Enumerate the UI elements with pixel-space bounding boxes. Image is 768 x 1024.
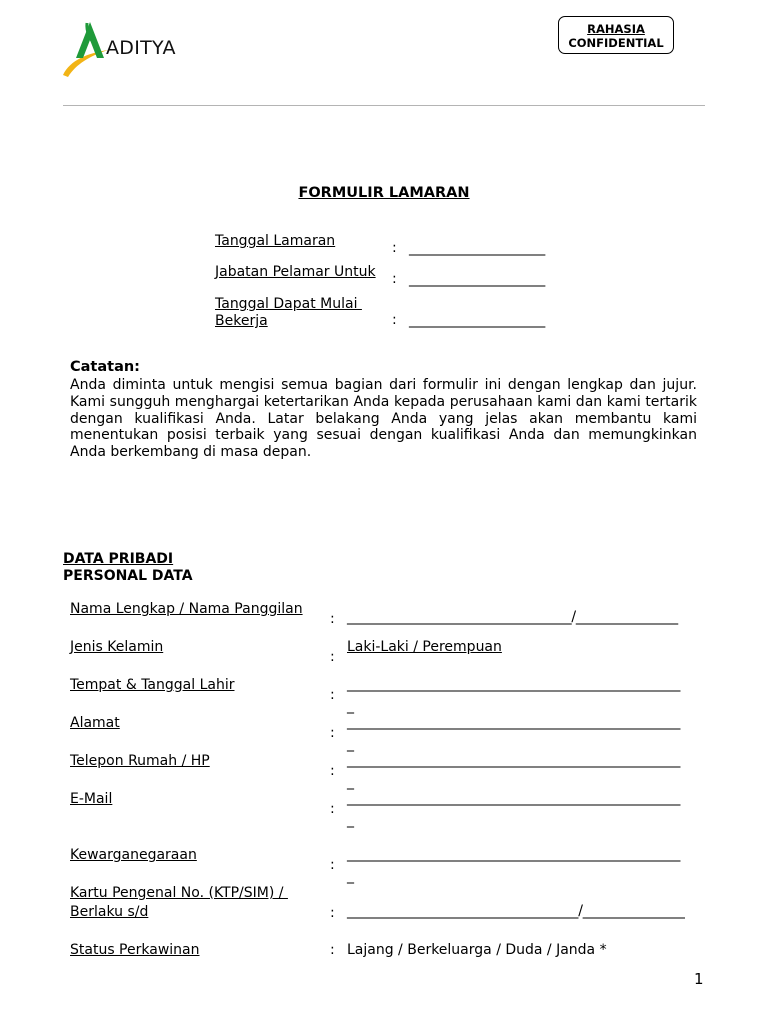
email-colon: : xyxy=(330,801,335,817)
address-colon: : xyxy=(330,725,335,741)
application-date-field[interactable]: ____________________ xyxy=(409,240,546,256)
start-date-label-line2: Bekerja xyxy=(215,313,268,329)
citizenship-colon: : xyxy=(330,857,335,873)
birth-place-date-field[interactable]: _________________________________________________ xyxy=(347,676,681,692)
section-title-en: PERSONAL DATA xyxy=(63,568,193,584)
gender-colon: : xyxy=(330,649,335,665)
start-date-label xyxy=(215,296,362,330)
phone-field-wrap: _ xyxy=(347,774,354,790)
application-date-label: Tanggal Lamaran xyxy=(215,233,336,249)
address-label: Alamat xyxy=(70,715,120,731)
full-name-colon: : xyxy=(330,611,335,627)
birth-place-date-label: Tempat & Tanggal Lahir xyxy=(70,677,235,693)
logo-text: ADITYA xyxy=(106,37,176,59)
id-card-colon: : xyxy=(330,905,335,921)
email-field[interactable]: _________________________________________________ xyxy=(347,790,681,806)
id-card-label xyxy=(70,885,288,921)
start-date-field[interactable]: ____________________ xyxy=(409,312,546,328)
start-date-colon: : xyxy=(392,312,397,328)
note-heading: Catatan: xyxy=(70,359,140,375)
marital-status-options[interactable]: Lajang / Berkeluarga / Duda / Janda * xyxy=(347,942,607,958)
id-card-field[interactable]: __________________________________/_______________ xyxy=(347,903,685,919)
gender-label: Jenis Kelamin xyxy=(70,639,164,655)
section-heading xyxy=(63,551,193,585)
confidential-badge xyxy=(558,16,674,54)
address-field-wrap: _ xyxy=(347,736,354,752)
header-divider xyxy=(63,105,705,106)
phone-colon: : xyxy=(330,763,335,779)
position-applied-colon: : xyxy=(392,271,397,287)
citizenship-field[interactable]: _________________________________________________ xyxy=(347,846,681,862)
marital-status-label: Status Perkawinan xyxy=(70,942,200,958)
start-date-label-line1: Tanggal Dapat Mulai xyxy=(215,296,362,312)
full-name-field[interactable]: _________________________________/_______________ xyxy=(347,609,678,625)
id-card-label-line2: Berlaku s/d xyxy=(70,904,149,920)
gender-options[interactable]: Laki-Laki / Perempuan xyxy=(347,639,502,655)
position-applied-label: Jabatan Pelamar Untuk xyxy=(215,264,376,280)
email-label: E-Mail xyxy=(70,791,113,807)
application-date-colon: : xyxy=(392,240,397,256)
phone-field[interactable]: _________________________________________________ xyxy=(347,752,681,768)
position-applied-field[interactable]: ____________________ xyxy=(409,271,546,287)
citizenship-label: Kewarganegaraan xyxy=(70,847,197,863)
confidential-label-en: CONFIDENTIAL xyxy=(568,36,664,50)
section-title-id: DATA PRIBADI xyxy=(63,551,174,567)
confidential-label-id: RAHASIA xyxy=(587,22,645,36)
full-name-label: Nama Lengkap / Nama Panggilan xyxy=(70,601,303,617)
marital-status-colon: : xyxy=(330,942,335,958)
address-field[interactable]: _________________________________________________ xyxy=(347,714,681,730)
citizenship-field-wrap: _ xyxy=(347,868,354,884)
page-number: 1 xyxy=(694,970,704,988)
phone-label: Telepon Rumah / HP xyxy=(70,753,210,769)
id-card-label-line1: Kartu Pengenal No. (KTP/SIM) / xyxy=(70,885,288,901)
birth-place-date-colon: : xyxy=(330,687,335,703)
email-field-wrap: _ xyxy=(347,812,354,828)
birth-place-date-field-wrap: _ xyxy=(347,698,354,714)
note-text: Anda diminta untuk mengisi semua bagian dari formulir ini dengan lengkap dan jujur. Kami sungguh menghargai ketertarikan Anda kepada perusahaan kami dan kami tertarik dengan kualifikasi Anda. Latar belakang Anda yang jelas akan membantu kami menentukan posisi terbaik yang sesuai dengan kualifikasi Anda dan memungkinkan Anda berkembang di masa depan. xyxy=(70,377,697,461)
form-title: FORMULIR LAMARAN xyxy=(298,185,470,201)
